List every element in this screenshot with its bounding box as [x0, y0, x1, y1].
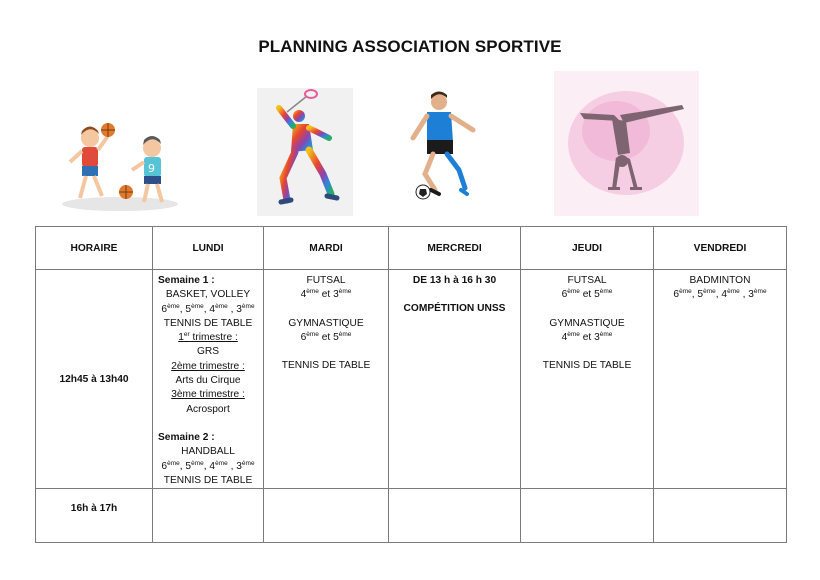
trimestre3-activity: Acrosport: [186, 403, 230, 415]
mardi-tennis: TENNIS DE TABLE: [281, 360, 371, 372]
jeudi-tennis: TENNIS DE TABLE: [542, 360, 632, 372]
header-vendredi: VENDREDI: [654, 227, 787, 270]
jeudi-cell-empty: [521, 489, 654, 543]
horaire-cell: 12h45 à 13h40: [36, 270, 153, 489]
header-jeudi: JEUDI: [521, 227, 654, 270]
football-player-icon: [403, 90, 485, 204]
mercredi-event: COMPÉTITION UNSS: [403, 303, 506, 315]
jeudi-cell: [521, 270, 654, 489]
semaine2-levels: 6ème, 5ème, 4ème , 3ème: [161, 459, 255, 472]
semaine1-levels: 6ème, 5ème, 4ème , 3ème: [161, 302, 255, 315]
mardi-cell-empty: [264, 489, 389, 543]
lundi-cell-empty: [153, 489, 264, 543]
trimestre3-label: 3ème trimestre :: [171, 389, 245, 401]
mardi-cell: [264, 270, 389, 489]
svg-text:9: 9: [148, 162, 155, 175]
vendredi-sport: BADMINTON: [689, 275, 751, 286]
trimestre1-activity: GRS: [196, 346, 220, 358]
trimestre2-label: 2ème trimestre :: [171, 360, 245, 372]
jeudi-futsal-levels: 6ème et 5ème: [561, 288, 613, 301]
mercredi-time: DE 13 h à 16 h 30: [412, 275, 497, 286]
mercredi-cell: [389, 270, 521, 489]
header-horaire: HORAIRE: [36, 227, 153, 270]
trimestre1-label: 1er trimestre :: [178, 331, 238, 344]
mardi-futsal: FUTSAL: [306, 275, 346, 286]
semaine1-sport: BASKET, VOLLEY: [165, 289, 251, 301]
semaine2-tennis: TENNIS DE TABLE: [163, 474, 253, 486]
jeudi-futsal: FUTSAL: [567, 275, 607, 286]
vendredi-levels: 6ème, 5ème, 4ème , 3ème: [673, 288, 767, 301]
mardi-gym: GYMNASTIQUE: [288, 317, 364, 329]
horaire-cell: 16h à 17h: [36, 489, 153, 543]
semaine1-label: Semaine 1 :: [158, 275, 215, 286]
header-mardi: MARDI: [264, 227, 389, 270]
jeudi-gym-levels: 4ème et 3ème: [561, 330, 613, 343]
table-header-row: [36, 227, 787, 270]
vendredi-cell: [654, 270, 787, 489]
schedule-table: [35, 226, 787, 543]
kids-basketball-icon: [60, 118, 184, 212]
gymnast-silhouette-icon: [554, 71, 699, 216]
header-lundi: LUNDI: [153, 227, 264, 270]
table-row: [36, 489, 787, 543]
header-mercredi: MERCREDI: [389, 227, 521, 270]
mardi-gym-levels: 6ème et 5ème: [300, 330, 352, 343]
semaine2-sport: HANDBALL: [181, 446, 235, 458]
mercredi-cell-empty: [389, 489, 521, 543]
jeudi-gym: GYMNASTIQUE: [549, 317, 625, 329]
mardi-futsal-levels: 4ème et 3ème: [300, 288, 352, 301]
lundi-cell: [153, 270, 264, 489]
page-title: PLANNING ASSOCIATION SPORTIVE: [258, 37, 562, 56]
trimestre2-activity: Arts du Cirque: [175, 375, 241, 387]
semaine1-tennis: TENNIS DE TABLE: [163, 317, 253, 329]
semaine2-label: Semaine 2 :: [158, 431, 215, 443]
table-row: [36, 270, 787, 489]
badminton-player-icon: [257, 88, 353, 216]
vendredi-cell-empty: [654, 489, 787, 543]
